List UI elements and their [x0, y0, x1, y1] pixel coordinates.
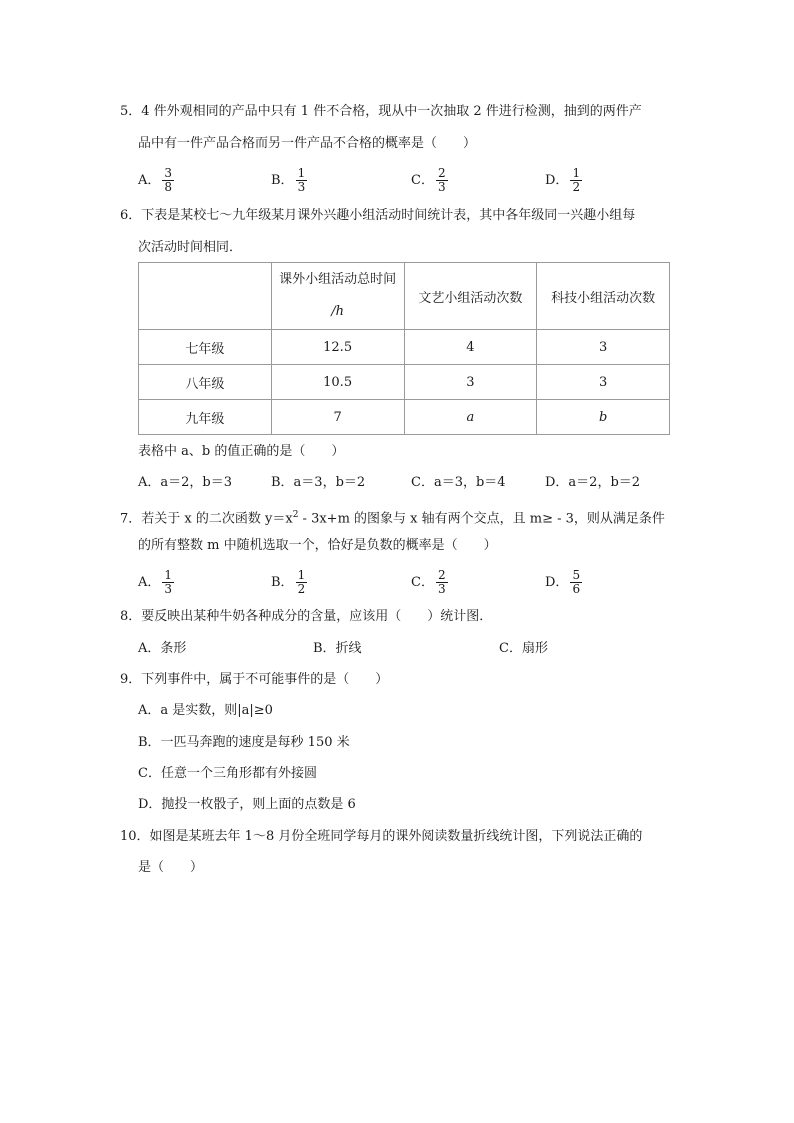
- q5-option-b[interactable]: [271, 167, 307, 194]
- q9-stem: 9．下列事件中，属于不可能事件的是（ ）: [120, 672, 389, 687]
- q9-option-c[interactable]: C．任意一个三角形都有外接圆: [138, 766, 317, 781]
- table-cell: 10.5: [271, 365, 404, 400]
- fraction: $\frac{2}{3}$: [437, 568, 446, 596]
- q8-option-b[interactable]: B．折线: [313, 641, 362, 656]
- q9-option-b[interactable]: B．一匹马奔跑的速度是每秒 150 米: [138, 735, 350, 750]
- q6-question: 表格中 a、b 的值正确的是（ ）: [138, 444, 345, 459]
- q8-stem: 8．要反映出某种牛奶各种成分的含量，应该用（ ）统计图．: [120, 609, 493, 624]
- table-cell: 3: [537, 330, 670, 365]
- fraction: $\frac{2}{3}$: [437, 166, 446, 194]
- q5-option-d[interactable]: [545, 167, 582, 194]
- option-label: C．: [411, 575, 434, 590]
- q10-stem-line-2: 是（ ）: [138, 860, 204, 875]
- table-row: [139, 400, 670, 435]
- table-header-empty: [139, 263, 272, 330]
- q6-option-a[interactable]: A．a＝2，b＝3: [138, 475, 233, 490]
- table-header-tech-count: 科技小组活动次数: [537, 263, 670, 330]
- q8-option-c[interactable]: C．扇形: [499, 641, 548, 656]
- table-row: [139, 330, 670, 365]
- table-cell: 12.5: [271, 330, 404, 365]
- q10-stem-line-1: 10．如图是某班去年 1～8 月份全班同学每月的课外阅读数量折线统计图，下列说法正确的: [120, 829, 643, 844]
- q9-option-d[interactable]: D．抛投一枚骰子，则上面的点数是 6: [138, 797, 356, 812]
- q6-option-b[interactable]: B．a＝3，b＝2: [271, 475, 366, 490]
- q5-stem-line-2: 品中有一件产品合格而另一件产品不合格的概率是（ ）: [138, 136, 477, 151]
- q6-option-d[interactable]: D．a＝2，b＝2: [545, 475, 641, 490]
- q6-stem-line-2: 次活动时间相同．: [138, 240, 243, 255]
- fraction: $\frac{1}{3}$: [164, 568, 173, 596]
- table-header-row: [139, 263, 670, 330]
- table-cell-grade: 九年级: [139, 400, 272, 435]
- option-label: A．: [138, 575, 161, 590]
- exponent: 2: [292, 510, 299, 520]
- activity-stats-table: [138, 262, 670, 435]
- q7-stem-line-2: 的所有整数 m 中随机选取一个，恰好是负数的概率是（ ）: [138, 538, 497, 553]
- table-cell: 3: [537, 365, 670, 400]
- q7-stem-part-1: 7．若关于 x 的二次函数 y＝x: [120, 511, 293, 527]
- q7-option-b[interactable]: [271, 569, 307, 596]
- option-label: B．: [271, 575, 294, 590]
- option-label: A．: [138, 173, 161, 188]
- fraction: $\frac{1}{2}$: [297, 568, 306, 596]
- q7-option-c[interactable]: [411, 569, 448, 596]
- q7-stem-line-1: [120, 505, 665, 529]
- q6-stem-line-1: 6．下表是某校七～九年级某月课外兴趣小组活动时间统计表，其中各年级同一兴趣小组每: [120, 208, 636, 223]
- table-cell: b: [537, 400, 670, 435]
- q5-option-c[interactable]: [411, 167, 448, 194]
- fraction: $\frac{3}{8}$: [164, 166, 173, 194]
- table-cell-grade: 七年级: [139, 330, 272, 365]
- table-header-arts-count: 文艺小组活动次数: [404, 263, 537, 330]
- fraction: $\frac{1}{3}$: [297, 166, 306, 194]
- q8-option-a[interactable]: A．条形: [138, 641, 187, 656]
- q7-option-d[interactable]: [545, 569, 582, 596]
- table-cell: a: [404, 400, 537, 435]
- q5-option-a[interactable]: [138, 167, 174, 194]
- q7-option-a[interactable]: [138, 569, 174, 596]
- q6-option-c[interactable]: C．a＝3，b＝4: [411, 475, 506, 490]
- option-label: B．: [271, 173, 294, 188]
- fraction: $\frac{5}{6}$: [572, 568, 581, 596]
- option-label: D．: [545, 173, 569, 188]
- option-label: C．: [411, 173, 434, 188]
- table-header-total-time: 课外小组活动总时间 /h: [271, 263, 404, 330]
- q9-option-a[interactable]: A．a 是实数，则|a|≥0: [138, 703, 273, 718]
- table-cell-grade: 八年级: [139, 365, 272, 400]
- table-row: [139, 365, 670, 400]
- table-cell: 3: [404, 365, 537, 400]
- q5-stem-line-1: 5．4 件外观相同的产品中只有 1 件不合格，现从中一次抽取 2 件进行检测，抽到的两件产: [120, 104, 642, 119]
- option-label: D．: [545, 575, 569, 590]
- fraction: $\frac{1}{2}$: [572, 166, 581, 194]
- table-cell: 7: [271, 400, 404, 435]
- table-cell: 4: [404, 330, 537, 365]
- q7-stem-part-2: - 3x+m 的图象与 x 轴有两个交点，且 m≥ - 3，则从满足条件: [298, 511, 665, 527]
